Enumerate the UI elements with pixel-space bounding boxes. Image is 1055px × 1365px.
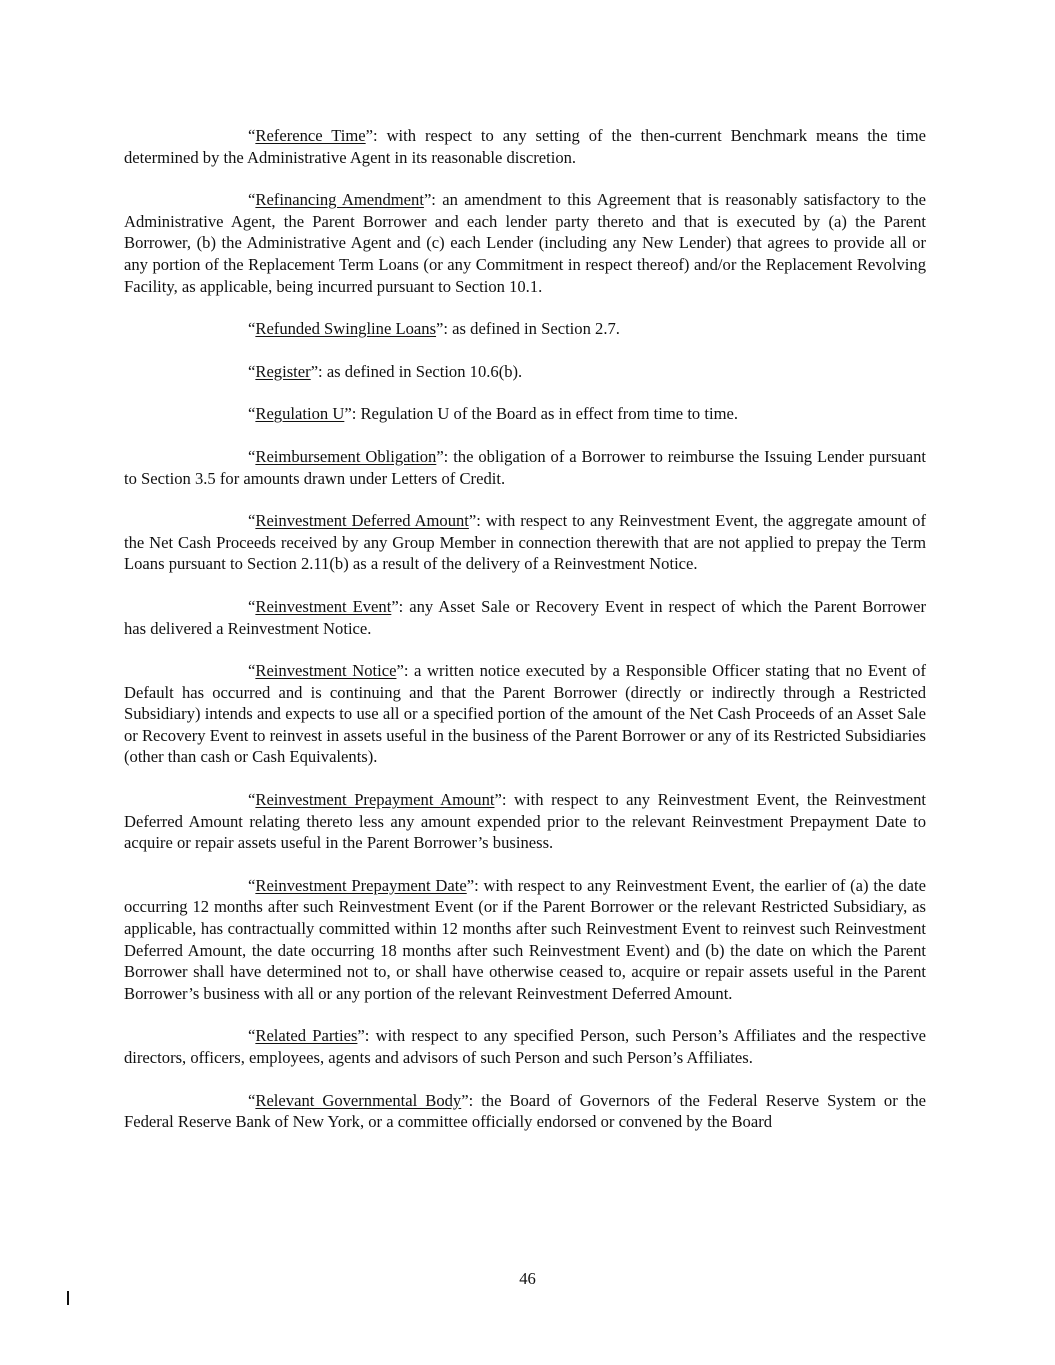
definition-text: the Board of Governors of the Federal Reserve System or the Federal Reserve Bank of New York, or a committee officially endorsed or convened by the Board <box>124 1090 927 1132</box>
definition-close-quote: ”: <box>423 190 443 210</box>
definition-refinancing-amendment <box>124 189 926 297</box>
document-body <box>124 125 926 1154</box>
definition-related-parties <box>124 1025 926 1068</box>
definition-open-quote: “ <box>248 875 256 895</box>
definition-open-quote: “ <box>248 661 256 681</box>
definition-close-quote: ”: <box>365 126 387 145</box>
defined-term: Reimbursement Obligation <box>255 446 437 466</box>
defined-term: Reinvestment Deferred Amount <box>255 511 469 531</box>
defined-term: Reference Time <box>255 126 366 145</box>
definition-open-quote: “ <box>248 404 256 424</box>
definition-register <box>124 361 926 383</box>
definition-reinvestment-prepayment-date <box>124 875 926 1005</box>
definition-open-quote: “ <box>248 126 256 145</box>
definition-text: with respect to any specified Person, such Person’s Affiliates and the respective directors, officers, employees, agents and advisors of such Person and such Person’s Affiliates. <box>124 1026 926 1067</box>
defined-term: Related Parties <box>255 1026 358 1046</box>
definition-open-quote: “ <box>248 190 256 210</box>
defined-term: Register <box>255 361 311 381</box>
definition-close-quote: ”: <box>466 875 484 895</box>
definition-text: with respect to any setting of the then-current Benchmark means the time determined by the Administrative Agent in its reasonable discretion. <box>124 126 926 167</box>
definition-reinvestment-notice <box>124 660 926 768</box>
definition-open-quote: “ <box>248 790 256 810</box>
definition-close-quote: ”: <box>357 1026 376 1046</box>
defined-term: Refinancing Amendment <box>255 190 424 210</box>
defined-term: Regulation U <box>255 404 345 424</box>
definition-text: as defined in Section 2.7. <box>452 319 620 339</box>
definition-reference-time <box>124 125 926 168</box>
definition-text: an amendment to this Agreement that is reasonably satisfactory to the Administrative Agent, the Parent Borrower and each lender party thereto and that is executed by (a) the Parent Borrower, (b) the Administrative Agent and (c) each Lender (including any New Lender) that agrees to provide all or any portion of the Replacement Term Loans (or any Commitment in respect thereof) and/or the Replacement Revolving Facility, as applicable, being incurred pursuant to Section 10.1. <box>124 190 927 296</box>
defined-term: Reinvestment Event <box>255 596 392 616</box>
page-number: 46 <box>519 1269 536 1288</box>
definition-close-quote: ”: <box>436 319 453 339</box>
definition-reinvestment-event <box>124 596 926 639</box>
definition-text: with respect to any Reinvestment Event, the aggregate amount of the Net Cash Proceeds received by any Group Member in connection therewith that are not applied to prepay the Term Loans pursuant to Section 2.11(b) as a result of the delivery of a Reinvestment Notice. <box>124 511 926 574</box>
definition-open-quote: “ <box>248 596 256 616</box>
definition-text: a written notice executed by a Responsible Officer stating that no Event of Default has occurred and is continuing and that the Parent Borrower (directly or indirectly through a Restricted Subsidiary) intends and expects to use all or a specified portion of the amount of the Net Cash Proceeds of an Asset Sale or Recovery Event to reinvest in assets useful in the business of the Parent Borrower or any of its Restricted Subsidiaries (other than cash or Cash Equivalents). <box>124 661 926 767</box>
revision-bar <box>67 1291 69 1305</box>
defined-term: Reinvestment Prepayment Date <box>255 875 467 895</box>
definition-close-quote: ”: <box>396 661 415 681</box>
definition-open-quote: “ <box>248 511 256 531</box>
definition-text: as defined in Section 10.6(b). <box>326 361 523 381</box>
definition-reimbursement-obligation <box>124 446 926 489</box>
definition-text: with respect to any Reinvestment Event, the earlier of (a) the date occurring 12 months after such Reinvestment Event (or if the Parent Borrower or the relevant Restricted Subsidiary, as applicable, has contractually committed within 12 months after such Reinvestment Event to reinvest such Reinvestment Deferred Amount, the date occurring 18 months after such Reinvestment Event) and (b) the date on which the Parent Borrower shall have determined not to, or shall have otherwise ceased to, acquire or repair assets useful in the Parent Borrower’s business with all or any portion of the relevant Reinvestment Deferred Amount. <box>124 875 926 1003</box>
definition-open-quote: “ <box>248 1026 256 1046</box>
definition-text: any Asset Sale or Recovery Event in respect of which the Parent Borrower has delivered a Reinvestment Notice. <box>124 596 927 638</box>
definition-refunded-swingline-loans <box>124 318 926 340</box>
definition-relevant-governmental-body <box>124 1090 926 1133</box>
definition-open-quote: “ <box>248 1090 256 1110</box>
definition-open-quote: “ <box>248 319 256 339</box>
definition-reinvestment-deferred-amount <box>124 510 926 575</box>
definition-close-quote: ”: <box>468 511 486 531</box>
definition-close-quote: ”: <box>310 361 327 381</box>
defined-term: Refunded Swingline Loans <box>255 319 437 339</box>
definition-text: with respect to any Reinvestment Event, the Reinvestment Deferred Amount relating thereto less any amount expended prior to the relevant Reinvestment Prepayment Date to acquire or repair assets useful in the Parent Borrower’s business. <box>124 790 926 853</box>
defined-term: Relevant Governmental Body <box>255 1090 462 1110</box>
definition-text: the obligation of a Borrower to reimburse the Issuing Lender pursuant to Section 3.5 for amounts drawn under Letters of Credit. <box>124 446 926 488</box>
definition-close-quote: ”: <box>436 446 454 466</box>
definition-open-quote: “ <box>248 446 256 466</box>
defined-term: Reinvestment Prepayment Amount <box>255 790 495 810</box>
definition-reinvestment-prepayment-amount <box>124 789 926 854</box>
defined-term: Reinvestment Notice <box>255 661 397 681</box>
definition-close-quote: ”: <box>461 1090 482 1110</box>
definition-close-quote: ”: <box>494 790 515 810</box>
definition-text: Regulation U of the Board as in effect from time to time. <box>360 404 739 424</box>
definition-open-quote: “ <box>248 361 256 381</box>
definition-close-quote: ”: <box>391 596 410 616</box>
definition-close-quote: ”: <box>344 404 361 424</box>
definition-regulation-u <box>124 403 926 425</box>
